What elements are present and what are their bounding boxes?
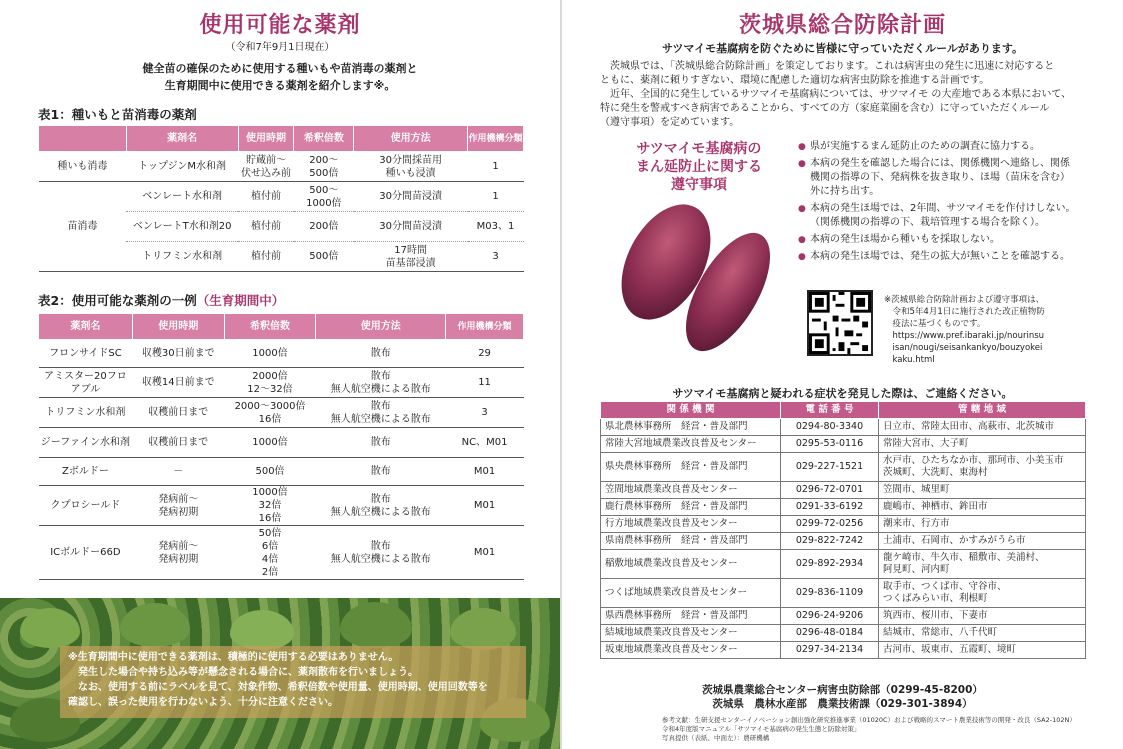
intro-line: 生育期間中に使用できる薬剤を紹介します※。 bbox=[164, 79, 396, 92]
note-line: ※生育期間中に使用できる薬剤は、積極的に使用する必要はありません。 bbox=[68, 652, 399, 663]
table-header: 薬剤名 bbox=[39, 314, 133, 340]
rule-heading: サツマイモ基腐病の まん延防止に関する 遵守事項 bbox=[636, 141, 762, 193]
rules-list bbox=[798, 140, 1088, 267]
table-cell: 発病前～ 発病初期 bbox=[132, 526, 224, 580]
contact-table bbox=[600, 401, 1086, 659]
table2-caption: 表2：使用可能な薬剤の一例（生育期間中） bbox=[38, 293, 285, 308]
table-cell: 17時間 苗基部浸漬 bbox=[354, 242, 468, 272]
contact-heading: サツマイモ基腐病と疑われる症状を発見した際は、ご連絡ください。 bbox=[672, 387, 1013, 400]
table-cell: 1000倍 32倍 16倍 bbox=[224, 486, 316, 526]
table-row: 結城地域農業改良普及センター 0296-48-0184 結城市、常総市、八千代町 bbox=[601, 625, 1086, 642]
table-cell: ジーファイン水和剤 bbox=[39, 428, 133, 458]
table-header: 作用機構分類 bbox=[468, 126, 524, 152]
table-cell: 30分間苗浸漬 bbox=[354, 212, 468, 242]
table-cell: M01 bbox=[446, 526, 524, 580]
table-row: つくば地域農業改良普及センター 029-836-1109 取手市、つくば市、守谷市、 つくばみらい市、利根町 bbox=[601, 579, 1086, 608]
table-cell: 500～ 1000倍 bbox=[294, 182, 354, 212]
table-cell: 散布 bbox=[316, 428, 446, 458]
table-cell: フロンサイドSC bbox=[39, 340, 133, 368]
table-cell: 500倍 bbox=[294, 242, 354, 272]
table-row: 稲敷地域農業改良普及センター 029-892-2934 龍ケ崎市、牛久市、稲敷市、美浦村、 阿見町、河内町 bbox=[601, 550, 1086, 579]
intro-text bbox=[0, 60, 560, 94]
table-row: 県西農林事務所 経営・普及部門 0296-24-9206 筑西市、桜川市、下妻市 bbox=[601, 608, 1086, 625]
table-cell: 植付前 bbox=[238, 212, 294, 242]
footer-contacts: 茨城県農業総合センター病害虫防除部（0299-45-8200） 茨城県 農林水産部 農業技術課（029-301-3894） bbox=[702, 684, 983, 710]
table-row: 県北農林事務所 経営・普及部門 0294-80-3340 日立市、常陸太田市、高萩市、北茨城市 bbox=[601, 419, 1086, 436]
table-cell: 1000倍 bbox=[224, 340, 316, 368]
table-cell: 貯蔵前～ 伏せ込み前 bbox=[238, 152, 294, 182]
table-header: 使用方法 bbox=[316, 314, 446, 340]
date-label: （令和7年9月1日現在） bbox=[225, 42, 335, 53]
table-cell: 1 bbox=[468, 152, 524, 182]
table-cell: 散布 無人航空機による散布 bbox=[316, 398, 446, 428]
table-cell: 3 bbox=[446, 398, 524, 428]
page-title: 茨城県総合防除計画 bbox=[738, 13, 946, 38]
qr-code[interactable] bbox=[807, 290, 873, 356]
note-line: 発生した場合や持ち込み等が懸念される場合に、薬剤散布を行いましょう。 bbox=[68, 667, 418, 678]
table-cell: 50倍 6倍 4倍 2倍 bbox=[224, 526, 316, 580]
table-header: 使用時期 bbox=[132, 314, 224, 340]
table-header: 希釈倍数 bbox=[224, 314, 316, 340]
table-row: 常陸大宮地域農業改良普及センター 0295-53-0116 常陸大宮市、大子町 bbox=[601, 436, 1086, 453]
table-cell: トリフミン水和剤 bbox=[126, 242, 238, 272]
table-cell: 収穫前日まで bbox=[132, 428, 224, 458]
intro-line: 健全苗の確保のために使用する種いもや苗消毒の薬剤と bbox=[142, 62, 418, 75]
qr-note: ※茨城県総合防除計画および遵守事項は、 令和5年4月1日に施行された改正植物防 疫法に基づくものです。 https://www.pref.ibaraki.jp/nourinsu isan/nougi/seisankankyo/bouzyokei kaku.html bbox=[884, 295, 1045, 365]
table-header: 使用時期 bbox=[238, 126, 294, 152]
table-cell: 11 bbox=[446, 368, 524, 398]
table-header: 使用方法 bbox=[354, 126, 468, 152]
table1-caption: 表1：種いもと苗消毒の薬剤 bbox=[38, 107, 197, 122]
table-header: 希釈倍数 bbox=[294, 126, 354, 152]
table-cell: 収穫30日前まで bbox=[132, 340, 224, 368]
table-header: 電 話 番 号 bbox=[781, 402, 879, 419]
table-row: 鹿行農林事務所 経営・普及部門 0291-33-6192 鹿嶋市、神栖市、鉾田市 bbox=[601, 499, 1086, 516]
rule-item: ● 本病の発生ほ場から種いもを採取しない。 bbox=[798, 233, 1088, 247]
rule-item: ● 本病の発生ほ場では、発生の拡大が無いことを確認する。 bbox=[798, 250, 1088, 264]
table-cell: アミスター20フロアブル bbox=[39, 368, 133, 398]
table-cell: 1 bbox=[468, 182, 524, 212]
table-cell: 収穫前日まで bbox=[132, 398, 224, 428]
rule-item: ● 本病の発生を確認した場合には、関係機関へ連絡し、関係 機関の指導の下、発病株を抜き取り、ほ場（苗床を含む） 外に持ち出す。 bbox=[798, 157, 1088, 199]
table-cell: 500倍 bbox=[224, 458, 316, 486]
table-cell: 収穫14日前まで bbox=[132, 368, 224, 398]
page-title: 使用可能な薬剤 bbox=[199, 13, 361, 38]
table-row: 坂東地域農業改良普及センター 0297-34-2134 古河市、坂東市、五霞町、境町 bbox=[601, 642, 1086, 659]
rules-subtitle: サツマイモ基腐病を防ぐために皆様に守っていただくルールがあります。 bbox=[661, 42, 1024, 55]
table-row: 県南農林事務所 経営・普及部門 029-822-7242 土浦市、石岡市、かすみがうら市 bbox=[601, 533, 1086, 550]
table-cell: 2000～3000倍 16倍 bbox=[224, 398, 316, 428]
table-cell: 1000倍 bbox=[224, 428, 316, 458]
table-cell: ベンレート水和剤 bbox=[126, 182, 238, 212]
table-cell: 散布 無人航空機による散布 bbox=[316, 526, 446, 580]
table-cell: 苗消毒 bbox=[39, 182, 127, 272]
table-cell: 29 bbox=[446, 340, 524, 368]
table-cell: 散布 無人航空機による散布 bbox=[316, 368, 446, 398]
usage-note bbox=[60, 646, 526, 718]
table-cell: M01 bbox=[446, 458, 524, 486]
table-row: 笠間地域農業改良普及センター 0296-72-0701 笠間市、城里町 bbox=[601, 482, 1086, 499]
table-cell: 200倍 bbox=[294, 212, 354, 242]
note-line: 確認し、誤った使用を行わないよう、十分に注意ください。 bbox=[68, 697, 338, 708]
table-cell: 30分間苗浸漬 bbox=[354, 182, 468, 212]
table-cell: － bbox=[132, 458, 224, 486]
table-row: 県央農林事務所 経営・普及部門 029-227-1521 水戸市、ひたちなか市、那珂市、小美玉市 茨城町、大洗町、東海村 bbox=[601, 453, 1086, 482]
table-cell: 3 bbox=[468, 242, 524, 272]
table-cell: Zボルドー bbox=[39, 458, 133, 486]
table-cell: M01 bbox=[446, 486, 524, 526]
table1 bbox=[38, 125, 524, 272]
table-cell: 発病前～ 発病初期 bbox=[132, 486, 224, 526]
table-cell: NC、M01 bbox=[446, 428, 524, 458]
note-line: なお、使用する前にラベルを見て、対象作物、希釈倍数や使用量、使用時期、使用回数等を bbox=[68, 682, 488, 693]
table-cell: 30分間採苗用 種いも浸漬 bbox=[354, 152, 468, 182]
table-cell: 2000倍 12～32倍 bbox=[224, 368, 316, 398]
table-cell: 種いも消毒 bbox=[39, 152, 127, 182]
rule-item: ● 本病の発生ほ場では、2年間、サツマイモを作付けしない。 （関係機関の指導の下、栽培管理する場合を除く）。 bbox=[798, 202, 1088, 230]
table-cell: トリフミン水和剤 bbox=[39, 398, 133, 428]
table-cell: 200～ 500倍 bbox=[294, 152, 354, 182]
table-cell: 散布 無人航空機による散布 bbox=[316, 486, 446, 526]
table-cell: 散布 bbox=[316, 458, 446, 486]
table-cell: 植付前 bbox=[238, 242, 294, 272]
table-header: 薬剤名 bbox=[126, 126, 238, 152]
table-header: 関 係 機 関 bbox=[601, 402, 781, 419]
table-cell: 散布 bbox=[316, 340, 446, 368]
rule-item: ● 県が実施するまん延防止のための調査に協力する。 bbox=[798, 140, 1088, 154]
table-cell: クプロシールド bbox=[39, 486, 133, 526]
left-page bbox=[0, 0, 560, 749]
table-header: 作用機構分類 bbox=[446, 314, 524, 340]
references: 参考文献：生研支援センターイノベーション創出強化研究推進事業（01020C）および戦略的スマート農業技術等の開発・改良（SA2-102N） 令和4年度版マニュアル「サツマイモ基腐病の発生生態と防除対策」 写真提供（表紙、中面左）：農研機構 bbox=[662, 716, 1076, 742]
right-page bbox=[562, 0, 1123, 749]
table-cell: ベンレートT水和剤20 bbox=[126, 212, 238, 242]
table-cell: 植付前 bbox=[238, 182, 294, 212]
table-header bbox=[39, 126, 127, 152]
table-row: 行方地域農業改良普及センター 0299-72-0256 潮来市、行方市 bbox=[601, 516, 1086, 533]
table2 bbox=[38, 313, 524, 580]
sweet-potato-illustration bbox=[606, 200, 796, 360]
table-cell: トップジンM水和剤 bbox=[126, 152, 238, 182]
table-cell: M03、1 bbox=[468, 212, 524, 242]
table-header: 管 轄 地 域 bbox=[879, 402, 1086, 419]
intro-paragraph: 茨城県では、「茨城県総合防除計画」を策定しております。これは病害虫の発生に迅速に対応すると ともに、薬剤に頼りすぎない、環境に配慮した適切な病害虫防除を推進する計画です。 近年、全国的に発生しているサツマイモ基腐病については、サツマイモ の大産地である本県において、 特に発生を警戒すべき病害であることから、すべての方（家庭菜園を含む）に守っていただくルール （遵守事項）を定めています。 bbox=[600, 61, 1072, 128]
table-cell: ICボルドー66D bbox=[39, 526, 133, 580]
